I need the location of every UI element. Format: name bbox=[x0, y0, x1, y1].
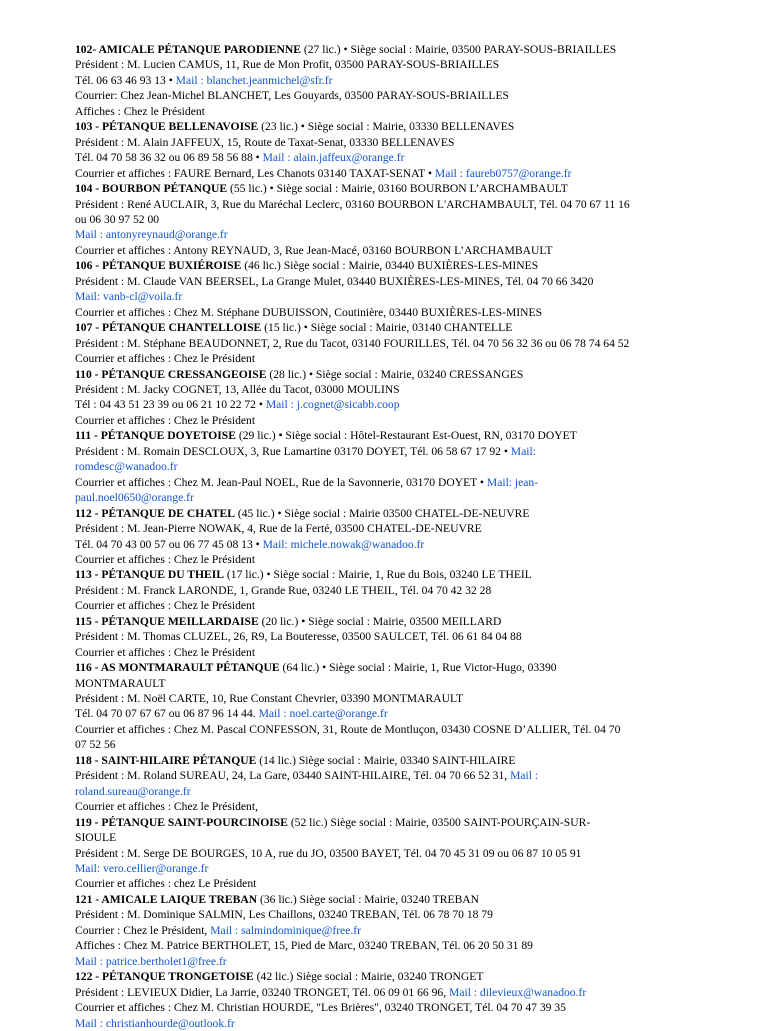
line-text: Président : M. Romain DESCLOUX, 3, Rue Lamartine 03170 DOYET, Tél. 06 58 67 17 92 • bbox=[75, 444, 511, 458]
document-line bbox=[75, 258, 695, 273]
document-line bbox=[75, 181, 695, 196]
line-text: (36 lic.) Siège social : Mairie, 03240 TREBAN bbox=[257, 892, 480, 906]
line-text: (52 lic.) Siège social : Mairie, 03500 SAINT-POURÇAIN-SUR- bbox=[287, 815, 591, 829]
line-text: Président : M. Alain JAFFEUX, 15, Route de Taxat-Senat, 03330 BELLENAVES bbox=[75, 135, 455, 149]
email-link[interactable]: Mail : patrice.bertholet1@free.fr bbox=[75, 954, 227, 968]
document-line bbox=[75, 1000, 695, 1015]
document-line bbox=[75, 691, 695, 706]
email-link[interactable]: Mail : faureb0757@orange.fr bbox=[434, 166, 572, 180]
document-line bbox=[75, 135, 695, 150]
email-link[interactable]: roland.sureau@orange.fr bbox=[75, 784, 191, 798]
line-text: Président : M. Claude VAN BEERSEL, La Grange Mulet, 03440 BUXIÈRES-LES-MINES, Tél. 04 70 66 3420 bbox=[75, 274, 594, 288]
document-line bbox=[75, 320, 695, 335]
line-text: SIOULE bbox=[75, 831, 117, 845]
club-directory bbox=[75, 42, 695, 1031]
club-heading: 107 - PÉTANQUE CHANTELLOISE bbox=[75, 321, 262, 335]
club-heading: 111 - PÉTANQUE DOYETOISE bbox=[75, 429, 236, 443]
line-text: Président : LEVIEUX Didier, La Jarrie, 03240 TRONGET, Tél. 06 09 01 66 96, bbox=[75, 985, 450, 999]
email-link[interactable]: Mail : blanchet.jeanmichel@sfr.fr bbox=[175, 73, 333, 87]
document-line bbox=[75, 784, 695, 799]
document-line bbox=[75, 846, 695, 861]
line-text: Président : M. Noël CARTE, 10, Rue Constant Chevrier, 03390 MONTMARAULT bbox=[75, 692, 464, 706]
line-text: Courrier et affiches : Chez le Président bbox=[75, 645, 256, 659]
document-line bbox=[75, 73, 695, 88]
document-line bbox=[75, 88, 695, 103]
line-text: Tél. 06 63 46 93 13 • bbox=[75, 73, 176, 87]
line-text: Affiches : Chez M. Patrice BERTHOLET, 15, Pied de Marc, 03240 TREBAN, Tél. 06 20 50 31 89 bbox=[75, 939, 533, 953]
document-line bbox=[75, 42, 695, 57]
document-line bbox=[75, 629, 695, 644]
document-line bbox=[75, 660, 695, 675]
email-link[interactable]: Mail : salmindominique@free.fr bbox=[210, 923, 361, 937]
line-text: Courrier et affiches : Chez M. Christian HOURDE, "Les Brières", 03240 TRONGET, Tél. 04 70 47 39 35 bbox=[75, 1001, 566, 1015]
line-text: (17 lic.) • Siège social : Mairie, 1, Rue du Bois, 03240 LE THEIL bbox=[224, 568, 532, 582]
document-line bbox=[75, 459, 695, 474]
document-line bbox=[75, 227, 695, 242]
line-text: Courrier et affiches : Antony REYNAUD, 3, Rue Jean-Macé, 03160 BOURBON L’ARCHAMBAULT bbox=[75, 243, 553, 257]
email-link[interactable]: Mail: michele.nowak@wanadoo.fr bbox=[262, 537, 425, 551]
email-link[interactable]: Mail : christianhourde@outlook.fr bbox=[75, 1016, 235, 1030]
line-text: Courrier : Chez le Président, bbox=[75, 923, 211, 937]
email-link[interactable]: Mail: bbox=[510, 444, 536, 458]
line-text: Courrier et affiches : FAURE Bernard, Les Chanots 03140 TAXAT-SENAT • bbox=[75, 166, 435, 180]
document-line bbox=[75, 954, 695, 969]
document-line bbox=[75, 892, 695, 907]
document-line bbox=[75, 676, 695, 691]
email-link[interactable]: Mail : alain.jaffeux@orange.fr bbox=[262, 151, 405, 165]
line-text: Président : M. Roland SUREAU, 24, La Gare, 03440 SAINT-HILAIRE, Tél. 04 70 66 52 31, bbox=[75, 769, 511, 783]
document-line bbox=[75, 382, 695, 397]
club-heading: 104 - BOURBON PÉTANQUE bbox=[75, 182, 228, 196]
document-line bbox=[75, 938, 695, 953]
document-line bbox=[75, 57, 695, 72]
document-line bbox=[75, 212, 695, 227]
document-line bbox=[75, 985, 695, 1000]
document-line bbox=[75, 598, 695, 613]
line-text: Tél. 04 70 43 00 57 ou 06 77 45 08 13 • bbox=[75, 537, 263, 551]
line-text: Courrier et affiches : Chez le Président bbox=[75, 352, 256, 366]
document-line bbox=[75, 537, 695, 552]
line-text: (45 lic.) • Siège social : Mairie 03500 CHATEL-DE-NEUVRE bbox=[234, 506, 530, 520]
line-text: Courrier et affiches : Chez le Président bbox=[75, 552, 256, 566]
document-line bbox=[75, 768, 695, 783]
club-heading: 115 - PÉTANQUE MEILLARDAISE bbox=[75, 614, 259, 628]
document-line bbox=[75, 861, 695, 876]
line-text: Affiches : Chez le Président bbox=[75, 104, 205, 118]
document-line bbox=[75, 475, 695, 490]
document-line bbox=[75, 907, 695, 922]
document-line bbox=[75, 567, 695, 582]
email-link[interactable]: Mail : dilevieux@wanadoo.fr bbox=[449, 985, 587, 999]
line-text: (15 lic.) • Siège social : Mairie, 03140 CHANTELLE bbox=[261, 321, 513, 335]
email-link[interactable]: Mail : bbox=[510, 769, 539, 783]
club-heading: 110 - PÉTANQUE CRESSANGEOISE bbox=[75, 367, 267, 381]
document-line bbox=[75, 444, 695, 459]
document-line bbox=[75, 150, 695, 165]
email-link[interactable]: Mail: vanb-cl@voila.fr bbox=[75, 290, 183, 304]
line-text: Courrier et affiches : Chez M. Stéphane DUBUISSON, Coutinière, 03440 BUXIÈRES-LES-MINES bbox=[75, 305, 543, 319]
line-text: Tél. 04 70 58 36 32 ou 06 89 58 56 88 • bbox=[75, 151, 263, 165]
document-line bbox=[75, 521, 695, 536]
line-text: Courrier et affiches : Chez le Président, bbox=[75, 800, 258, 814]
document-line bbox=[75, 305, 695, 320]
line-text: Tél. 04 70 07 67 67 ou 06 87 96 14 44. bbox=[75, 707, 259, 721]
document-line bbox=[75, 289, 695, 304]
email-link[interactable]: Mail : j.cognet@sicabb.coop bbox=[265, 398, 400, 412]
line-text: Courrier et affiches : Chez le Président bbox=[75, 599, 256, 613]
document-line bbox=[75, 923, 695, 938]
line-text: (42 lic.) Siège social : Mairie, 03240 TRONGET bbox=[253, 970, 484, 984]
line-text: (20 lic.) • Siège social : Mairie, 03500 MEILLARD bbox=[258, 614, 502, 628]
line-text: (27 lic.) • Siège social : Mairie, 03500 PARAY-SOUS-BRIAILLES bbox=[300, 43, 617, 56]
document-line bbox=[75, 722, 695, 737]
line-text: ou 06 30 97 52 00 bbox=[75, 212, 160, 226]
document-line bbox=[75, 243, 695, 258]
line-text: Président : M. Dominique SALMIN, Les Chaillons, 03240 TREBAN, Tél. 06 78 70 18 79 bbox=[75, 908, 493, 922]
document-line bbox=[75, 645, 695, 660]
document-line bbox=[75, 351, 695, 366]
line-text: (14 lic.) Siège social : Mairie, 03340 SAINT-HILAIRE bbox=[256, 753, 516, 767]
line-text: (28 lic.) • Siège social : Mairie, 03240 CRESSANGES bbox=[266, 367, 524, 381]
document-line bbox=[75, 397, 695, 412]
document-line bbox=[75, 166, 695, 181]
line-text: Président : M. Lucien CAMUS, 11, Rue de Mon Profit, 03500 PARAY-SOUS-BRIAILLES bbox=[75, 58, 500, 72]
club-heading: 118 - SAINT-HILAIRE PÉTANQUE bbox=[75, 753, 257, 767]
line-text: Président : M. Thomas CLUZEL, 26, R9, La Bouteresse, 03500 SAULCET, Tél. 06 61 84 04 88 bbox=[75, 630, 522, 644]
line-text: Président : M. Jacky COGNET, 13, Allée du Tacot, 03000 MOULINS bbox=[75, 382, 400, 396]
document-line bbox=[75, 336, 695, 351]
document-line bbox=[75, 799, 695, 814]
document-line bbox=[75, 274, 695, 289]
document-line bbox=[75, 506, 695, 521]
club-heading: 112 - PÉTANQUE DE CHATEL bbox=[75, 506, 235, 520]
line-text: (29 lic.) • Siège social : Hôtel-Restaurant Est-Ouest, RN, 03170 DOYET bbox=[235, 429, 577, 443]
line-text: (23 lic.) • Siège social : Mairie, 03330 BELLENAVES bbox=[258, 120, 515, 134]
club-heading: 119 - PÉTANQUE SAINT-POURCINOISE bbox=[75, 815, 288, 829]
line-text: Courrier et affiches : Chez le Président bbox=[75, 413, 256, 427]
document-line bbox=[75, 706, 695, 721]
club-heading: 103 - PÉTANQUE BELLENAVOISE bbox=[75, 120, 259, 134]
document-line bbox=[75, 815, 695, 830]
document-line bbox=[75, 104, 695, 119]
document-line bbox=[75, 119, 695, 134]
email-link[interactable]: romdesc@wanadoo.fr bbox=[75, 460, 178, 474]
email-link[interactable]: Mail: vero.cellier@orange.fr bbox=[75, 862, 209, 876]
line-text: Courrier: Chez Jean-Michel BLANCHET, Les Gouyards, 03500 PARAY-SOUS-BRIAILLES bbox=[75, 89, 509, 103]
document-line bbox=[75, 876, 695, 891]
document-line bbox=[75, 737, 695, 752]
line-text: Président : M. Jean-Pierre NOWAK, 4, Rue de la Ferté, 03500 CHATEL-DE-NEUVRE bbox=[75, 522, 482, 536]
document-line bbox=[75, 969, 695, 984]
club-heading: 106 - PÉTANQUE BUXIÉROISE bbox=[75, 259, 242, 273]
email-link[interactable]: Mail: jean- bbox=[486, 475, 539, 489]
club-heading: 102- AMICALE PÉTANQUE PARODIENNE bbox=[75, 43, 301, 56]
line-text: (55 lic.) • Siège social : Mairie, 03160 BOURBON L’ARCHAMBAULT bbox=[227, 182, 568, 196]
document-line bbox=[75, 367, 695, 382]
document-line bbox=[75, 583, 695, 598]
line-text: MONTMARAULT bbox=[75, 676, 166, 690]
document-line bbox=[75, 413, 695, 428]
line-text: (64 lic.) • Siège social : Mairie, 1, Rue Victor-Hugo, 03390 bbox=[279, 661, 557, 675]
line-text: Président : René AUCLAIR, 3, Rue du Maréchal Leclerc, 03160 BOURBON L'ARCHAMBAULT, Tél. 04 70 67 11 16 bbox=[75, 197, 630, 211]
document-line bbox=[75, 490, 695, 505]
line-text: Président : M. Stéphane BEAUDONNET, 2, Rue du Tacot, 03140 FOURILLES, Tél. 04 70 56 32 36 ou 06 78 74 64 52 bbox=[75, 336, 630, 350]
document-line bbox=[75, 614, 695, 629]
club-heading: 116 - AS MONTMARAULT PÉTANQUE bbox=[75, 661, 280, 675]
line-text: Courrier et affiches : chez Le Président bbox=[75, 877, 257, 891]
email-link[interactable]: paul.noel0650@orange.fr bbox=[75, 491, 194, 505]
line-text: Courrier et affiches : Chez M. Pascal CONFESSON, 31, Route de Montluçon, 03430 COSNE D’ALLIER, Tél. 04 70 bbox=[75, 722, 621, 736]
line-text: 07 52 56 bbox=[75, 738, 116, 752]
document-line bbox=[75, 197, 695, 212]
line-text: (46 lic.) Siège social : Mairie, 03440 BUXIÈRES-LES-MINES bbox=[241, 259, 539, 273]
email-link[interactable]: Mail : antonyreynaud@orange.fr bbox=[75, 228, 228, 242]
email-link[interactable]: Mail : noel.carte@orange.fr bbox=[258, 707, 388, 721]
document-line bbox=[75, 428, 695, 443]
club-heading: 122 - PÉTANQUE TRONGETOISE bbox=[75, 970, 254, 984]
document-line bbox=[75, 830, 695, 845]
document-line bbox=[75, 753, 695, 768]
club-heading: 113 - PÉTANQUE DU THEIL bbox=[75, 568, 225, 582]
line-text: Courrier et affiches : Chez M. Jean-Paul NOEL, Rue de la Savonnerie, 03170 DOYET • bbox=[75, 475, 487, 489]
line-text: Tél : 04 43 51 23 39 ou 06 21 10 22 72 • bbox=[75, 398, 266, 412]
document-line bbox=[75, 1016, 695, 1031]
club-heading: 121 - AMICALE LAIQUE TREBAN bbox=[75, 892, 258, 906]
line-text: Président : M. Serge DE BOURGES, 10 A, rue du JO, 03500 BAYET, Tél. 04 70 45 31 09 ou 06 87 10 05 91 bbox=[75, 846, 582, 860]
document-line bbox=[75, 552, 695, 567]
line-text: Président : M. Franck LARONDE, 1, Grande Rue, 03240 LE THEIL, Tél. 04 70 42 32 28 bbox=[75, 583, 492, 597]
